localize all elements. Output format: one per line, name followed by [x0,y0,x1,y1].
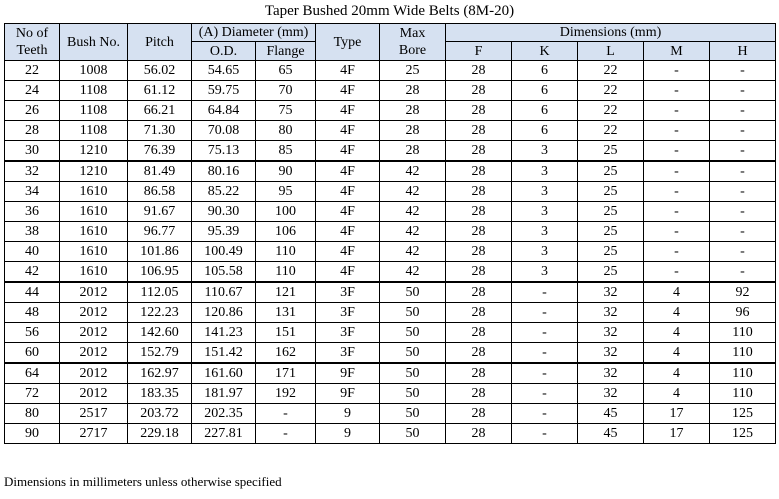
cell-pitch: 142.60 [128,323,192,343]
cell-h: 92 [710,282,776,303]
cell-od: 181.97 [192,384,256,404]
cell-teeth: 28 [5,121,60,141]
cell-teeth: 34 [5,182,60,202]
cell-pitch: 86.58 [128,182,192,202]
cell-max-bore: 42 [380,161,446,182]
header-l: L [578,42,644,61]
cell-h: - [710,202,776,222]
cell-m: - [644,202,710,222]
cell-k: 6 [512,101,578,121]
cell-m: - [644,101,710,121]
cell-type: 9F [316,363,380,384]
cell-h: - [710,141,776,162]
cell-h: - [710,222,776,242]
cell-flange: 106 [256,222,316,242]
table-row [5,343,776,364]
cell-k: 6 [512,121,578,141]
cell-l: 32 [578,363,644,384]
cell-m: 17 [644,404,710,424]
cell-type: 9 [316,424,380,444]
cell-m: - [644,121,710,141]
cell-m: 4 [644,282,710,303]
cell-od: 64.84 [192,101,256,121]
cell-max-bore: 50 [380,282,446,303]
cell-k: - [512,404,578,424]
cell-l: 32 [578,384,644,404]
cell-k: 3 [512,202,578,222]
cell-pitch: 76.39 [128,141,192,162]
cell-max-bore: 42 [380,242,446,262]
cell-k: 3 [512,242,578,262]
cell-h: - [710,81,776,101]
header-max-bore [380,24,446,61]
cell-bush-no: 2012 [60,384,128,404]
cell-teeth: 38 [5,222,60,242]
cell-m: - [644,242,710,262]
cell-m: 4 [644,363,710,384]
cell-type: 4F [316,81,380,101]
cell-max-bore: 50 [380,384,446,404]
cell-od: 100.49 [192,242,256,262]
cell-f: 28 [446,141,512,162]
cell-k: 6 [512,61,578,81]
cell-flange: 151 [256,323,316,343]
cell-k: - [512,323,578,343]
cell-h: - [710,121,776,141]
cell-l: 22 [578,101,644,121]
cell-pitch: 112.05 [128,282,192,303]
table-row [5,121,776,141]
cell-f: 28 [446,61,512,81]
table-row [5,262,776,283]
cell-l: 25 [578,262,644,283]
cell-bush-no: 2717 [60,424,128,444]
cell-od: 227.81 [192,424,256,444]
cell-h: - [710,262,776,283]
cell-flange: - [256,424,316,444]
cell-teeth: 60 [5,343,60,364]
table-row [5,282,776,303]
header-max-bore-line2: Bore [398,43,427,58]
cell-bush-no: 1610 [60,182,128,202]
cell-pitch: 229.18 [128,424,192,444]
cell-pitch: 203.72 [128,404,192,424]
cell-bush-no: 1610 [60,202,128,222]
cell-k: 3 [512,161,578,182]
cell-teeth: 36 [5,202,60,222]
cell-max-bore: 50 [380,404,446,424]
cell-pitch: 71.30 [128,121,192,141]
cell-max-bore: 28 [380,141,446,162]
cell-flange: 110 [256,262,316,283]
cell-bush-no: 2012 [60,303,128,323]
cell-l: 25 [578,161,644,182]
cell-bush-no: 2012 [60,363,128,384]
cell-teeth: 90 [5,424,60,444]
cell-h: 125 [710,404,776,424]
cell-l: 32 [578,282,644,303]
cell-m: - [644,61,710,81]
cell-teeth: 72 [5,384,60,404]
cell-m: 4 [644,343,710,364]
cell-type: 3F [316,323,380,343]
cell-od: 105.58 [192,262,256,283]
table-row [5,404,776,424]
cell-max-bore: 42 [380,202,446,222]
cell-teeth: 24 [5,81,60,101]
cell-f: 28 [446,262,512,283]
cell-h: 125 [710,424,776,444]
cell-teeth: 40 [5,242,60,262]
cell-od: 75.13 [192,141,256,162]
cell-l: 25 [578,182,644,202]
cell-pitch: 96.77 [128,222,192,242]
header-no-of-teeth [5,24,60,61]
cell-type: 3F [316,282,380,303]
table-row [5,161,776,182]
cell-l: 25 [578,222,644,242]
cell-l: 32 [578,343,644,364]
cell-h: 110 [710,323,776,343]
cell-h: - [710,242,776,262]
cell-f: 28 [446,101,512,121]
cell-f: 28 [446,343,512,364]
cell-max-bore: 42 [380,262,446,283]
cell-bush-no: 1610 [60,222,128,242]
cell-f: 28 [446,121,512,141]
cell-od: 90.30 [192,202,256,222]
cell-teeth: 26 [5,101,60,121]
cell-max-bore: 28 [380,101,446,121]
cell-od: 120.86 [192,303,256,323]
cell-f: 28 [446,242,512,262]
cell-teeth: 22 [5,61,60,81]
header-k: K [512,42,578,61]
cell-m: - [644,262,710,283]
cell-k: 3 [512,262,578,283]
table-row [5,424,776,444]
cell-flange: 80 [256,121,316,141]
cell-od: 80.16 [192,161,256,182]
cell-f: 28 [446,222,512,242]
cell-h: - [710,161,776,182]
cell-pitch: 61.12 [128,81,192,101]
cell-type: 4F [316,262,380,283]
cell-bush-no: 1108 [60,121,128,141]
cell-max-bore: 50 [380,363,446,384]
cell-flange: 85 [256,141,316,162]
cell-l: 32 [578,323,644,343]
cell-pitch: 91.67 [128,202,192,222]
header-teeth-line1: No of [15,26,49,41]
cell-flange: 131 [256,303,316,323]
cell-k: - [512,303,578,323]
cell-bush-no: 2012 [60,343,128,364]
cell-bush-no: 2012 [60,323,128,343]
cell-flange: 171 [256,363,316,384]
cell-flange: 192 [256,384,316,404]
cell-od: 110.67 [192,282,256,303]
cell-f: 28 [446,323,512,343]
cell-od: 95.39 [192,222,256,242]
cell-k: - [512,384,578,404]
header-od: O.D. [192,42,256,61]
cell-od: 161.60 [192,363,256,384]
cell-h: 110 [710,384,776,404]
cell-flange: 65 [256,61,316,81]
cell-f: 28 [446,161,512,182]
cell-teeth: 30 [5,141,60,162]
cell-flange: - [256,404,316,424]
table-row [5,182,776,202]
cell-h: - [710,101,776,121]
cell-h: 110 [710,363,776,384]
cell-type: 9 [316,404,380,424]
cell-f: 28 [446,384,512,404]
cell-bush-no: 2517 [60,404,128,424]
cell-type: 4F [316,242,380,262]
cell-pitch: 81.49 [128,161,192,182]
cell-max-bore: 28 [380,81,446,101]
cell-pitch: 106.95 [128,262,192,283]
header-m: M [644,42,710,61]
cell-pitch: 162.97 [128,363,192,384]
cell-m: - [644,141,710,162]
cell-od: 70.08 [192,121,256,141]
cell-pitch: 101.86 [128,242,192,262]
cell-teeth: 32 [5,161,60,182]
cell-od: 54.65 [192,61,256,81]
header-diameter-group: (A) Diameter (mm) [192,24,316,42]
cell-m: 4 [644,303,710,323]
cell-max-bore: 50 [380,303,446,323]
cell-bush-no: 1210 [60,141,128,162]
cell-k: 3 [512,222,578,242]
table-row [5,202,776,222]
cell-max-bore: 50 [380,323,446,343]
cell-m: - [644,182,710,202]
cell-k: 3 [512,141,578,162]
cell-f: 28 [446,363,512,384]
cell-max-bore: 50 [380,343,446,364]
cell-f: 28 [446,202,512,222]
header-teeth-line2: Teeth [16,43,48,58]
header-dimensions-group: Dimensions (mm) [446,24,776,42]
header-flange: Flange [256,42,316,61]
table-row [5,363,776,384]
cell-teeth: 80 [5,404,60,424]
cell-max-bore: 25 [380,61,446,81]
table-row [5,222,776,242]
cell-l: 32 [578,303,644,323]
cell-flange: 75 [256,101,316,121]
cell-bush-no: 1210 [60,161,128,182]
cell-f: 28 [446,303,512,323]
cell-pitch: 122.23 [128,303,192,323]
header-f: F [446,42,512,61]
belt-spec-table [4,23,776,444]
header-type: Type [316,24,380,61]
cell-m: 4 [644,384,710,404]
cell-l: 25 [578,141,644,162]
cell-type: 4F [316,141,380,162]
header-max-bore-line1: Max [399,26,426,41]
table-row [5,242,776,262]
cell-pitch: 183.35 [128,384,192,404]
cell-bush-no: 1610 [60,262,128,283]
cell-h: - [710,61,776,81]
table-title: Taper Bushed 20mm Wide Belts (8M-20) [264,3,515,19]
cell-od: 85.22 [192,182,256,202]
cell-f: 28 [446,282,512,303]
cell-teeth: 48 [5,303,60,323]
cell-teeth: 64 [5,363,60,384]
cell-od: 151.42 [192,343,256,364]
cell-bush-no: 1008 [60,61,128,81]
cell-type: 3F [316,343,380,364]
cell-flange: 162 [256,343,316,364]
cell-flange: 110 [256,242,316,262]
footnote: Dimensions in millimeters unless otherwise specified [4,474,282,489]
cell-k: - [512,424,578,444]
cell-bush-no: 1108 [60,101,128,121]
cell-l: 22 [578,121,644,141]
cell-max-bore: 28 [380,121,446,141]
table-body [5,61,776,444]
cell-type: 4F [316,202,380,222]
table-row [5,303,776,323]
table-row [5,384,776,404]
cell-l: 45 [578,424,644,444]
table-row [5,141,776,162]
cell-type: 4F [316,101,380,121]
cell-f: 28 [446,424,512,444]
table-row [5,81,776,101]
cell-flange: 100 [256,202,316,222]
cell-type: 4F [316,121,380,141]
cell-od: 202.35 [192,404,256,424]
cell-bush-no: 1610 [60,242,128,262]
cell-l: 25 [578,202,644,222]
cell-teeth: 44 [5,282,60,303]
cell-flange: 121 [256,282,316,303]
cell-flange: 90 [256,161,316,182]
cell-bush-no: 2012 [60,282,128,303]
cell-k: - [512,343,578,364]
cell-l: 22 [578,61,644,81]
cell-bush-no: 1108 [60,81,128,101]
cell-h: - [710,182,776,202]
cell-h: 96 [710,303,776,323]
table-row [5,61,776,81]
cell-f: 28 [446,182,512,202]
cell-pitch: 152.79 [128,343,192,364]
cell-k: - [512,363,578,384]
header-h: H [710,42,776,61]
cell-l: 25 [578,242,644,262]
cell-max-bore: 42 [380,182,446,202]
cell-type: 3F [316,303,380,323]
cell-teeth: 42 [5,262,60,283]
cell-f: 28 [446,81,512,101]
cell-m: - [644,81,710,101]
cell-h: 110 [710,343,776,364]
cell-type: 9F [316,384,380,404]
cell-pitch: 66.21 [128,101,192,121]
cell-l: 22 [578,81,644,101]
cell-type: 4F [316,182,380,202]
cell-m: 17 [644,424,710,444]
cell-m: 4 [644,323,710,343]
cell-max-bore: 50 [380,424,446,444]
cell-k: 6 [512,81,578,101]
cell-f: 28 [446,404,512,424]
cell-m: - [644,222,710,242]
cell-flange: 70 [256,81,316,101]
cell-type: 4F [316,222,380,242]
table-row [5,101,776,121]
cell-k: 3 [512,182,578,202]
cell-k: - [512,282,578,303]
cell-l: 45 [578,404,644,424]
table-row [5,323,776,343]
cell-teeth: 56 [5,323,60,343]
cell-flange: 95 [256,182,316,202]
cell-type: 4F [316,61,380,81]
cell-type: 4F [316,161,380,182]
header-bush-no: Bush No. [60,24,128,61]
cell-od: 141.23 [192,323,256,343]
header-pitch: Pitch [128,24,192,61]
cell-pitch: 56.02 [128,61,192,81]
cell-max-bore: 42 [380,222,446,242]
cell-m: - [644,161,710,182]
cell-od: 59.75 [192,81,256,101]
